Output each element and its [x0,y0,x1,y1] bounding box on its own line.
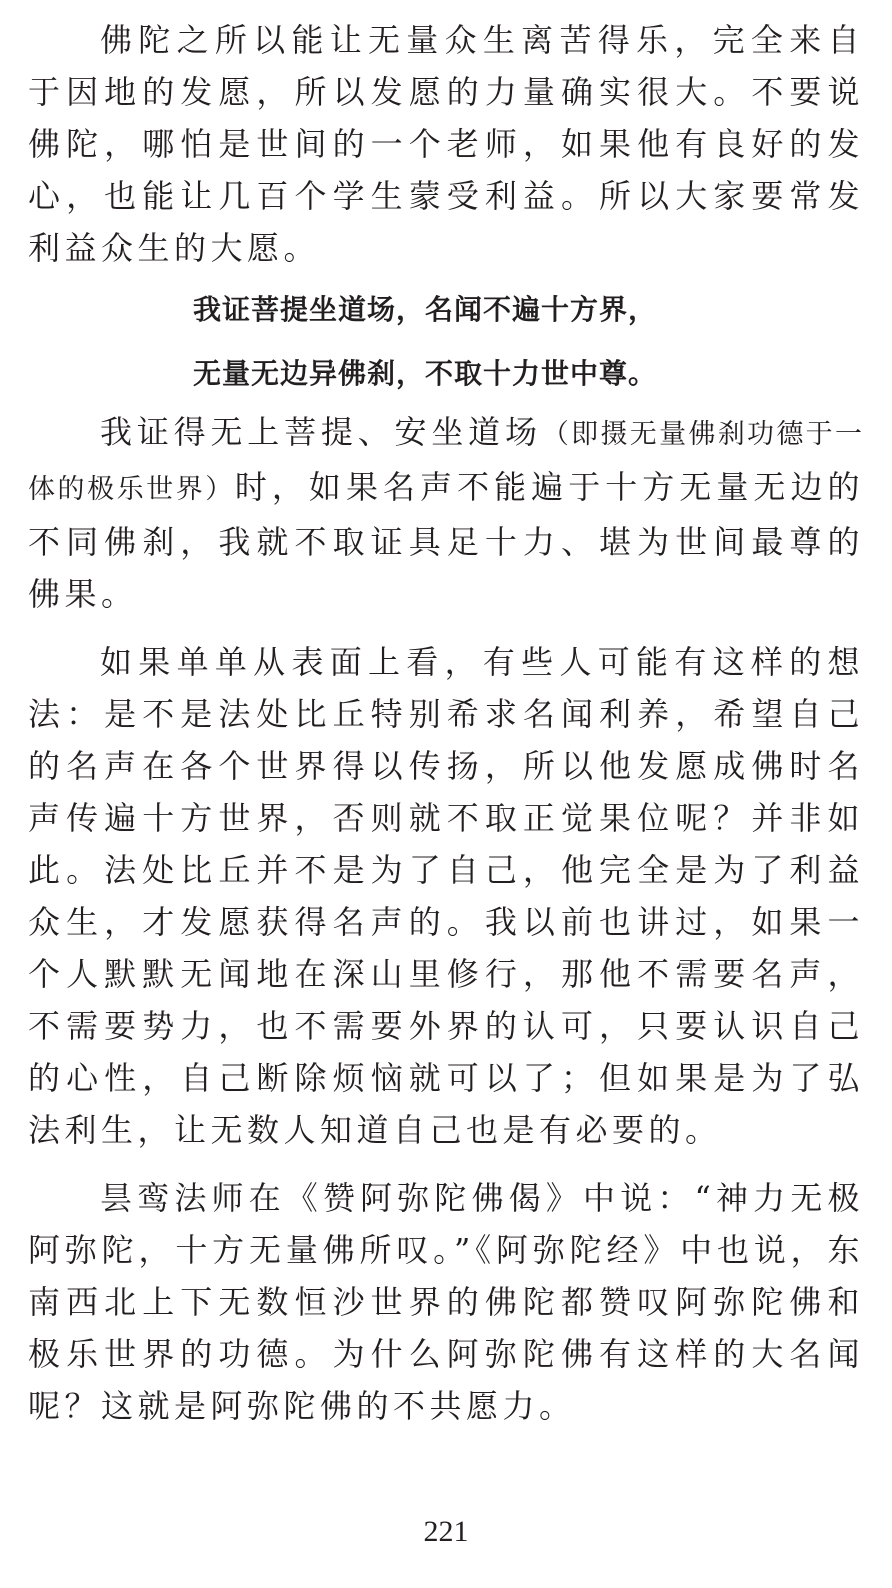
paragraph-amitabha-praise: 昙鸾法师在《赞阿弥陀佛偈》中说：“神力无极阿弥陀，十方无量佛所叹。”《阿弥陀经》中也说，东南西北上下无数恒沙世界的佛陀都赞叹阿弥陀佛和极乐世界的功德。为什么阿弥陀佛有这样的大名闻呢？这就是阿弥陀佛的不共愿力。 [28,1179,864,1425]
page-body [28,14,864,1432]
paragraph-vow-power: 佛陀之所以能让无量众生离苦得乐，完全来自于因地的发愿，所以发愿的力量确实很大。不要说佛陀，哪怕是世间的一个老师，如果他有良好的发心，也能让几百个学生蒙受利益。所以大家要常发利益众生的大愿。 [28,21,864,267]
paragraph-fame-purpose: 如果单单从表面上看，有些人可能有这样的想法：是不是法处比丘特别希求名闻利养，希望自己的名声在各个世界得以传扬，所以他发愿成佛时名声传遍十方世界，否则就不取正觉果位呢？并非如此。法处比丘并不是为了自己，他完全是为了利益众生，才发愿获得名声的。我以前也讲过，如果一个人默默无闻地在深山里修行，那他不需要名声，不需要势力，也不需要外界的认可，只要认识自己的心性，自己断除烦恼就可以了；但如果是为了弘法利生，让无数人知道自己也是有必要的。 [28,643,864,1149]
explanation-rest: 时，如果名声不能遍于十方无量无边的不同佛刹，我就不取证具足十力、堪为世间最尊的佛果。 [28,468,864,613]
verse-line-2: 无量无边异佛刹，不取十力世中尊。 [193,357,658,390]
explanation-note: （即摄无量佛刹功德于一体的极乐世界） [28,419,864,505]
explanation-main: 我证得无上菩提、安坐道场 [100,413,542,451]
verse-line-1: 我证菩提坐道场，名闻不遍十方界， [193,293,658,326]
paragraph-verse-explanation [28,406,864,620]
page-number: 221 [423,1515,469,1548]
